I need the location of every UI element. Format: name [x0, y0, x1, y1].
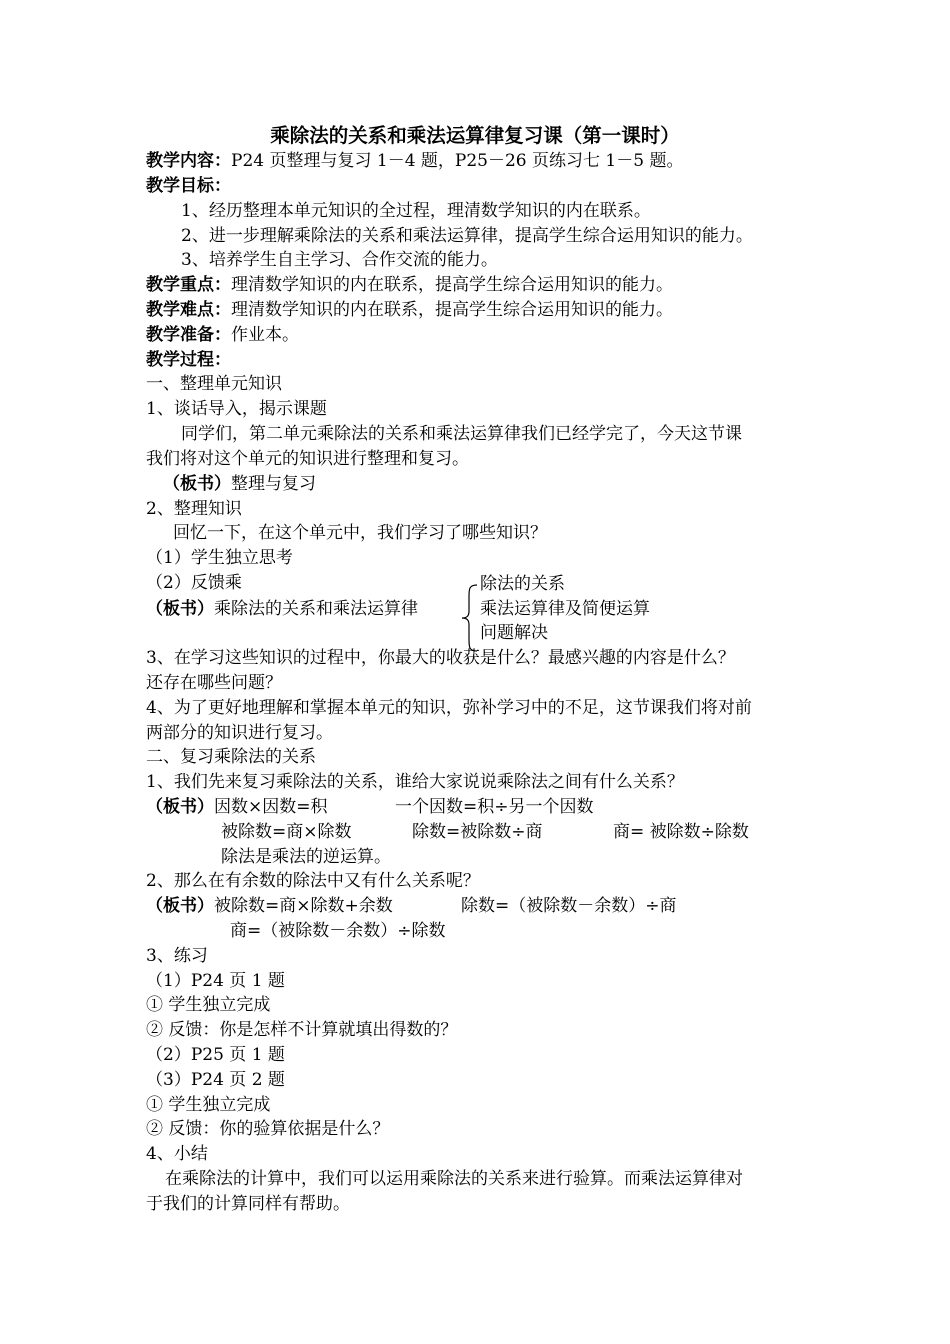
summary-line-1: 在乘除法的计算中，我们可以运用乘除法的关系来进行验算。而乘法运算律对 [165, 1169, 743, 1189]
formula-1a: 因数×因数=积 [214, 797, 328, 817]
board-line-1 [163, 472, 316, 496]
goal-item-3: 3、培养学生自主学习、合作交流的能力。 [181, 250, 498, 270]
difficulty-label: 教学难点： [146, 300, 231, 320]
key-point-line [146, 273, 673, 297]
board-label-2: （板书） [146, 599, 214, 619]
section1-step2: 2、整理知识 [146, 499, 242, 519]
formula-2c: 商= 被除数÷除数 [613, 822, 749, 842]
formula-1b: 一个因数=积÷另一个因数 [395, 797, 594, 817]
board-label: （板书） [163, 474, 231, 494]
preparation-line [146, 323, 299, 347]
section2-heading: 二、复习乘除法的关系 [146, 747, 316, 767]
practice-3a: ① 学生独立完成 [146, 1095, 271, 1115]
teaching-content-label: 教学内容： [146, 151, 231, 171]
board-label-3: （板书） [146, 797, 214, 817]
teaching-content-text: P24 页整理与复习 1－4 题，P25－26 页练习七 1－5 题。 [231, 151, 684, 171]
difficulty-line [146, 298, 673, 322]
section1-step1: 1、谈话导入，揭示课题 [146, 399, 327, 419]
summary-line-2: 于我们的计算同样有帮助。 [146, 1194, 350, 1214]
brace-item-3: 问题解决 [480, 623, 548, 643]
board-text-2: 乘除法的关系和乘法运算律 [214, 599, 418, 619]
formula-2a: 被除数=商×除数 [221, 822, 352, 842]
process-label: 教学过程： [146, 350, 231, 370]
remainder-formula-2: 除数=（被除数－余数）÷商 [461, 896, 677, 916]
key-point-text: 理清数学知识的内在联系，提高学生综合运用知识的能力。 [231, 275, 673, 295]
board-line-2 [146, 597, 418, 621]
page-title: 乘除法的关系和乘法运算律复习课（第一课时） [270, 124, 680, 147]
section1-step1-para-line1: 同学们，第二单元乘除法的关系和乘法运算律我们已经学完了，今天这节课 [181, 424, 742, 444]
practice-1a: ① 学生独立完成 [146, 995, 271, 1015]
teaching-content-line [146, 149, 683, 173]
remainder-formula-1: 被除数=商×除数+余数 [214, 896, 393, 916]
section1-step2-a: （1）学生独立思考 [146, 548, 293, 568]
goal-item-1: 1、经历整理本单元知识的全过程，理清数学知识的内在联系。 [181, 201, 651, 221]
difficulty-text: 理清数学知识的内在联系，提高学生综合运用知识的能力。 [231, 300, 673, 320]
practice-2: （2）P25 页 1 题 [146, 1045, 285, 1065]
section2-question1: 1、我们先来复习乘除法的关系，谁给大家说说乘除法之间有什么关系？ [146, 772, 684, 792]
preparation-text: 作业本。 [231, 325, 299, 345]
board-line-3 [146, 795, 328, 819]
section1-step3-line1: 3、在学习这些知识的过程中，你最大的收获是什么？最感兴趣的内容是什么？ [146, 648, 735, 668]
board-line-4 [146, 894, 393, 918]
formula-2b: 除数=被除数÷商 [412, 822, 543, 842]
practice-1b: ② 反馈：你是怎样不计算就填出得数的？ [146, 1020, 458, 1040]
board-text-1: 整理与复习 [231, 474, 316, 494]
section1-step3-line2: 还存在哪些问题？ [146, 673, 282, 693]
practice-1: （1）P24 页 1 题 [146, 971, 285, 991]
teaching-goals-label: 教学目标： [146, 176, 231, 196]
practice-heading: 3、练习 [146, 946, 208, 966]
practice-3: （3）P24 页 2 题 [146, 1070, 285, 1090]
summary-heading: 4、小结 [146, 1144, 208, 1164]
practice-3b: ② 反馈：你的验算依据是什么？ [146, 1119, 390, 1139]
preparation-label: 教学准备： [146, 325, 231, 345]
section2-question2: 2、那么在有余数的除法中又有什么关系呢？ [146, 871, 480, 891]
section1-heading: 一、整理单元知识 [146, 374, 282, 394]
curly-brace [459, 583, 479, 653]
key-point-label: 教学重点： [146, 275, 231, 295]
formula-3: 除法是乘法的逆运算。 [221, 847, 391, 867]
board-label-4: （板书） [146, 896, 214, 916]
section1-step2-b: （2）反馈乘 [146, 573, 242, 593]
section1-step1-para-line2: 我们将对这个单元的知识进行整理和复习。 [146, 449, 469, 469]
section1-step4-line2: 两部分的知识进行复习。 [146, 723, 333, 743]
brace-item-1: 除法的关系 [480, 574, 565, 594]
section1-step4-line1: 4、为了更好地理解和掌握本单元的知识，弥补学习中的不足，这节课我们将对前 [146, 698, 752, 718]
goal-item-2: 2、进一步理解乘除法的关系和乘法运算律，提高学生综合运用知识的能力。 [181, 226, 753, 246]
section1-step2-question: 回忆一下，在这个单元中，我们学习了哪些知识？ [173, 523, 547, 543]
brace-item-2: 乘法运算律及简便运算 [480, 599, 650, 619]
remainder-formula-3: 商=（被除数－余数）÷除数 [230, 921, 446, 941]
